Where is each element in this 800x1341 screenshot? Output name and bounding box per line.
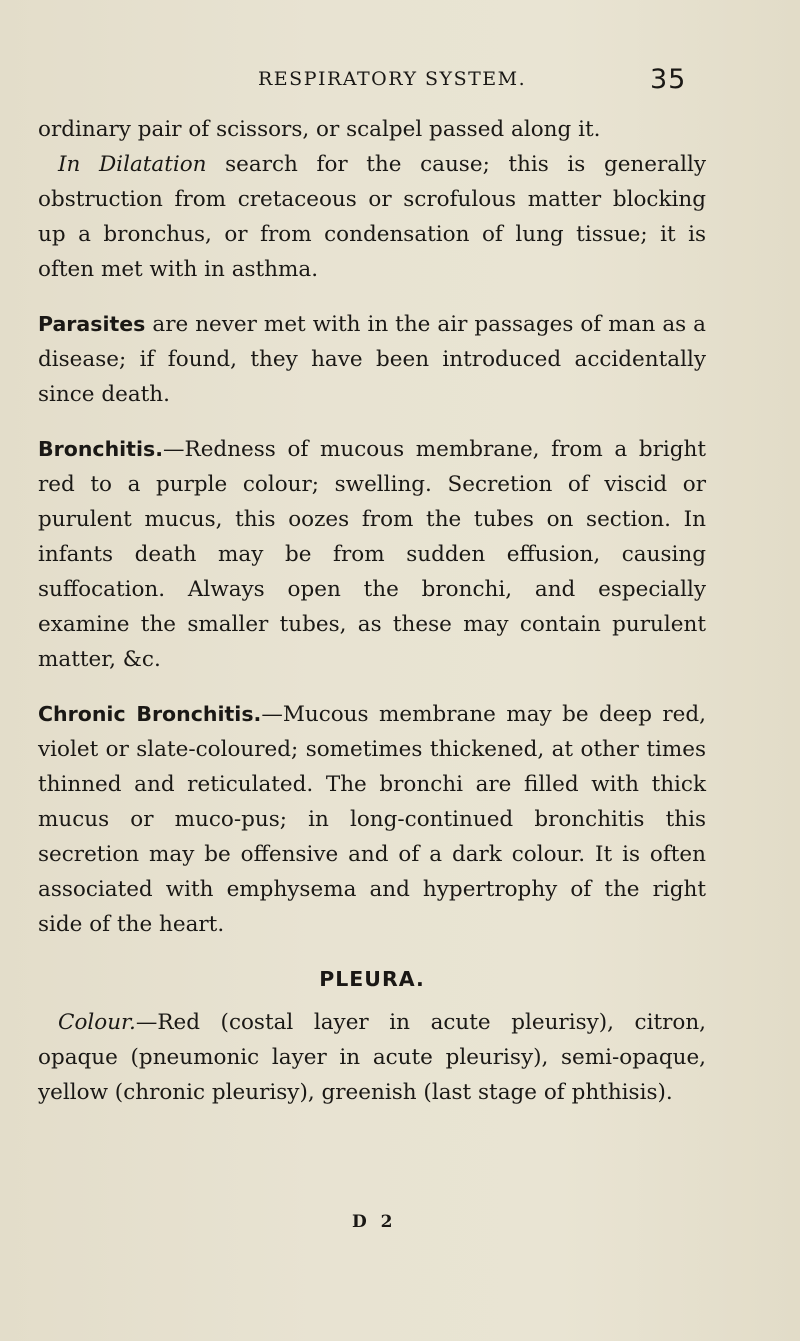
term-colour: Colour. [58,1010,136,1035]
paragraph-parasites [38,307,706,412]
paragraph-chronic-bronchitis [38,697,706,942]
heading-parasites: Parasites [38,312,146,336]
paragraph-bronchitis [38,432,706,677]
heading-bronchitis: Bronchitis. [38,437,164,461]
paragraph-text: are never met with in the air passages of man as a disease; if found, they have been introduced accidentally since death. [38,312,706,407]
term-dilatation: In Dilatation [58,152,207,177]
paragraph-text: —Red (costal layer in acute pleurisy), citron, opaque (pneumonic layer in acute pleurisy), semi-opaque, yellow (chronic pleurisy), greenish (last stage of phthisis). [38,1010,706,1105]
paragraph-text: search for the cause; this is generally obstruction from cretaceous or scrofulous matter blocking up a bronchus, or from condensation of lung tissue; it is often met with in asthma. [38,152,706,282]
paragraph-text: ordinary pair of scissors, or scalpel passed along it. [38,117,601,142]
paragraph-text: —Mucous membrane may be deep red, violet or slate-coloured; sometimes thickened, at other times thinned and reticulated. The bronchi are filled with thick mucus or muco-pus; in long-continued bronchitis this secretion may be offensive and of a dark colour. It is often associated with emphysema and hypertrophy of the right side of the heart. [38,702,706,937]
body-text [38,112,706,1110]
paragraph-continuation [38,112,706,147]
running-title: RESPIRATORY SYSTEM. [258,68,527,90]
paragraph-dilatation [38,147,706,287]
signature-mark: D 2 [352,1212,397,1232]
running-head [0,64,800,98]
heading-chronic-bronchitis: Chronic Bronchitis. [38,702,262,726]
paragraph-colour [38,1005,706,1110]
section-heading-pleura: PLEURA. [319,967,425,991]
paragraph-text: —Redness of mucous membrane, from a bright red to a purple colour; swelling. Secretion of viscid or purulent mucus, this oozes from the tubes on section. In infants death may be from sudden effusion, causing suffocation. Always open the bronchi, and especially examine the smaller tubes, as these may contain purulent matter, &c. [38,437,706,672]
page-number: 35 [650,64,687,95]
